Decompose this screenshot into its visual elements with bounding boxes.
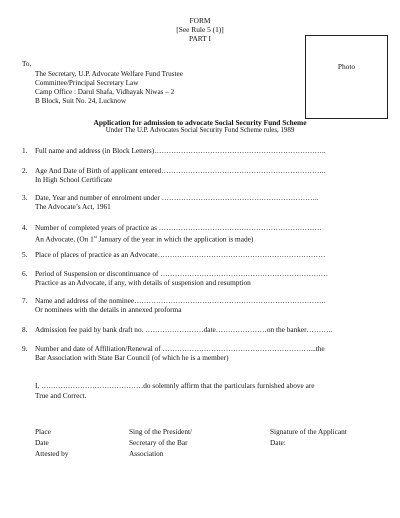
address-line: Camp Office : Darul Shafa, Vidhayak Niwas – 2 [35, 88, 175, 96]
field-nominee[interactable] [22, 296, 326, 315]
rule-reference: [See Rule 5 (1)] [176, 25, 224, 34]
item-label-continued: Bar Association with State Bar Council (of which he is a member) [35, 353, 229, 363]
declaration-line: True and Correct. [35, 391, 87, 400]
item-label: Place of places of practice as an Advocate…………………………………………………………… [35, 250, 326, 259]
item-label: Number of completed years of practice as …………………………………………………………. [35, 223, 322, 232]
item-label: Number and date of Affiliation/Renewal of ……………………………………………………....the [35, 344, 325, 353]
item-number: 1. [22, 146, 28, 155]
part-label: PART I [189, 34, 211, 43]
item-label-continued: Or nominees with the details in annexed proforma [35, 305, 182, 315]
date-label: Date [35, 437, 49, 447]
item-label: Date, Year and number of enrolment under ……………………………………………………….. [35, 193, 319, 202]
field-place-of-practice[interactable] [22, 250, 325, 259]
address-line: The Secretary, U.P. Advocate Welfare Fund Trustee [35, 70, 183, 78]
address-line: B Block, Suit No. 24, Lucknow [35, 97, 127, 105]
photo-label: Photo [337, 62, 356, 71]
item-label-continued: Practice as an Advocate, if any, with details of suspension and resumption [35, 278, 251, 288]
applicant-date-label: Date: [270, 437, 286, 447]
field-admission-fee[interactable] [22, 325, 332, 334]
declaration-line[interactable]: I, ……………………………………do solemnly affirm that the particulars furnished above are [35, 381, 315, 390]
item-label: Period of Suspension or discontinuance of …………………………………………………………… [35, 269, 329, 278]
item-number: 5. [22, 250, 28, 259]
item-number: 8. [22, 325, 28, 334]
item-label-continued: An Advocate, (On 1st January of the year in which the application is made) [35, 234, 254, 244]
attested-by-label: Attested by [35, 448, 69, 458]
president-signature-label: Association [129, 448, 164, 458]
item-number: 2. [22, 166, 28, 175]
item-label: Admission fee paid by bank draft no. ……………………date…………………on the banker……….. [35, 325, 333, 334]
field-full-name[interactable] [22, 146, 326, 155]
applicant-signature-label: Signature of the Applicant [270, 427, 347, 436]
item-number: 9. [22, 344, 28, 353]
form-title: Application for admission to advocate Social Security Fund Scheme [93, 118, 307, 127]
signature-block-place-date [35, 427, 68, 459]
item-number: 7. [22, 296, 28, 305]
form-subtitle: Under The U.P. Advocates Social Security Fund Scheme rules, 1989 [105, 127, 295, 134]
item-label: Full name and address (in Block Letters)…………………………………………………………….. [35, 146, 326, 155]
president-signature-label: Sing of the President/ [129, 427, 193, 436]
addressee-to: To, [22, 60, 32, 68]
item-number: 3. [22, 193, 28, 202]
item-label: Age And Date of Birth of applicant entered………………………………………………………….. [35, 166, 326, 175]
photo-box [305, 35, 388, 119]
field-enrolment[interactable] [22, 193, 319, 212]
item-label-continued: In High School Certificate [35, 175, 113, 185]
place-label: Place [35, 427, 51, 436]
field-suspension[interactable] [22, 269, 328, 288]
item-label-continued: The Advocate’s Act, 1961 [35, 202, 111, 212]
item-label: Name and address of the nominee……………………………………………………………………. [35, 296, 326, 305]
field-affiliation[interactable] [22, 344, 325, 363]
field-date-of-birth[interactable] [22, 166, 325, 185]
form-label: FORM [189, 16, 211, 25]
president-signature-label: Secretary of the Bar [129, 437, 188, 447]
address-line: Committee/Principal Secretary Law [35, 79, 139, 87]
item-number: 4. [22, 223, 28, 232]
signature-block-president [129, 427, 192, 459]
field-years-of-practice[interactable] [22, 223, 321, 244]
signature-block-applicant [270, 427, 347, 449]
item-number: 6. [22, 269, 28, 278]
